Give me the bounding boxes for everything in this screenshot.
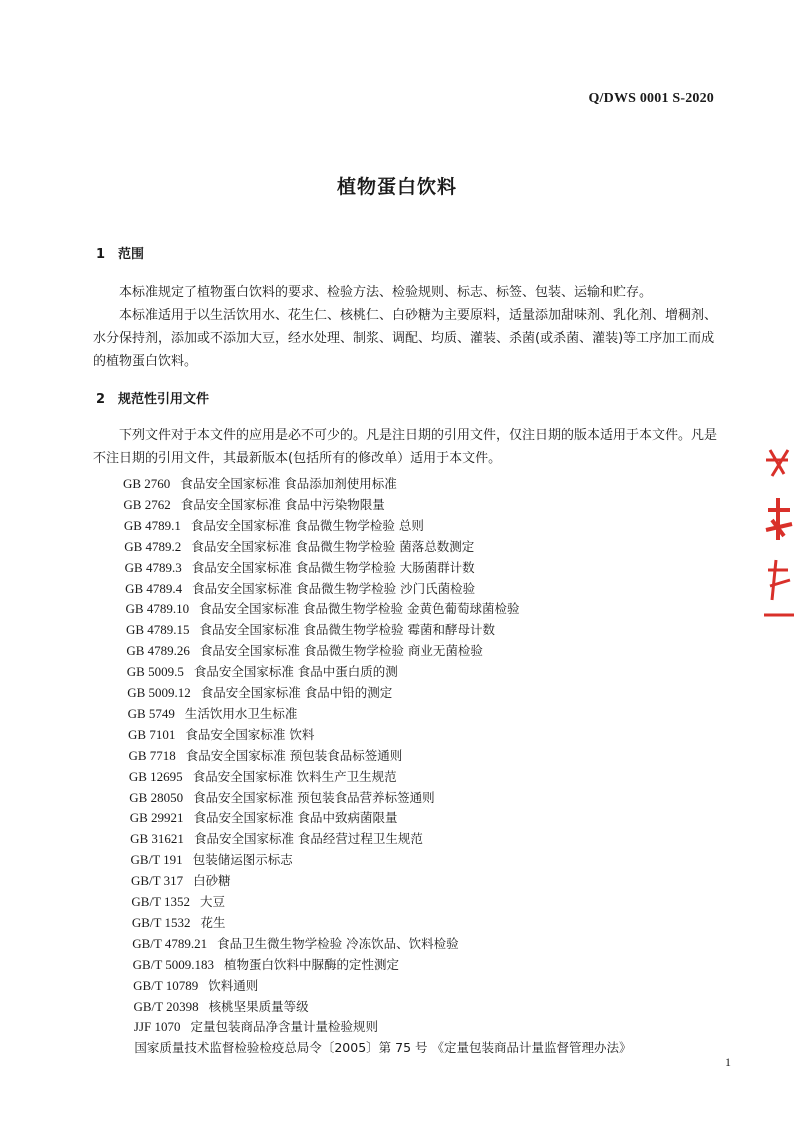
reference-code: GB 31621 <box>130 831 184 847</box>
reference-code: GB 2760 <box>123 476 171 491</box>
reference-item <box>123 495 384 513</box>
reference-item <box>127 683 392 701</box>
reference-code: GB 5009.12 <box>127 685 191 700</box>
reference-item <box>126 641 483 659</box>
reference-title: 食品安全国家标准 饮料 <box>185 726 315 742</box>
reference-item <box>133 976 258 994</box>
reference-title: 生活饮用水卫生标准 <box>184 705 298 721</box>
reference-code: GB 5009.5 <box>126 664 184 680</box>
reference-title: 核桃坚果质量等级 <box>208 998 309 1014</box>
reference-item <box>131 892 225 910</box>
reference-code: GB 12695 <box>128 768 183 784</box>
reference-title: 花生 <box>200 914 226 930</box>
reference-title: 食品卫生微生物学检验 冷冻饮品、饮料检验 <box>217 935 459 951</box>
reference-item <box>127 662 398 680</box>
reference-item <box>133 955 399 973</box>
section-1-paragraph-2: 本标准适用于以生活饮用水、花生仁、核桃仁、白砂糖为主要原料，适量添加甜味剂、乳化剂、增稠剂、水分保持剂，添加或不添加大豆，经水处理、制浆、调配、均质、灌装、杀菌(或杀菌、灌装)等工序加工而成的植物蛋白饮料。 <box>93 308 718 369</box>
reference-code: GB 2762 <box>123 496 171 512</box>
reference-code: GB/T 317 <box>130 873 184 889</box>
reference-title: 食品安全国家标准 食品微生物学检验 总则 <box>190 517 424 533</box>
reference-title: 食品安全国家标准 食品微生物学检验 大肠菌群计数 <box>191 559 475 575</box>
reference-title: 定量包装商品净含量计量检验规则 <box>190 1019 379 1035</box>
reference-title: 食品安全国家标准 食品微生物学检验 金黄色葡萄球菌检验 <box>199 601 520 617</box>
reference-item <box>126 599 520 617</box>
reference-code: GB/T 4789.21 <box>132 935 208 951</box>
reference-item <box>128 704 298 722</box>
reference-code: GB 4789.4 <box>125 580 183 596</box>
section-title: 范围 <box>118 247 145 262</box>
section-title: 规范性引用文件 <box>118 392 210 407</box>
reference-code: GB 4789.3 <box>124 559 182 575</box>
reference-title: 食品安全国家标准 饮料生产卫生规范 <box>192 768 397 784</box>
reference-code: GB/T 1532 <box>131 914 191 930</box>
reference-item <box>132 934 458 952</box>
reference-code: GB/T 10789 <box>133 977 199 993</box>
reference-code: GB/T 1352 <box>131 894 191 909</box>
page-number: 1 <box>725 1055 731 1069</box>
reference-item <box>134 997 309 1015</box>
reference-item <box>130 829 423 847</box>
reference-code: GB 4789.15 <box>125 622 190 638</box>
reference-title: 白砂糖 <box>193 873 231 889</box>
reference-title: 食品安全国家标准 食品中铅的测定 <box>200 685 393 700</box>
reference-item <box>125 579 475 597</box>
section-number: 2 <box>96 392 106 407</box>
reference-code: GB 4789.10 <box>125 601 190 617</box>
reference-title: 食品安全国家标准 食品中污染物限量 <box>180 496 385 512</box>
reference-title: 食品安全国家标准 食品中蛋白质的测 <box>193 664 398 680</box>
section-2-heading <box>96 388 209 407</box>
reference-code: GB 28050 <box>129 789 184 805</box>
reference-title: 饮料通则 <box>208 977 259 993</box>
reference-title: 食品安全国家标准 预包装食品营养标签通则 <box>193 789 435 805</box>
reference-code: GB 29921 <box>129 810 184 826</box>
section-1-heading <box>96 243 144 262</box>
reference-item <box>134 1038 631 1056</box>
reference-code: GB 4789.2 <box>124 538 182 554</box>
reference-code: GB 7101 <box>128 726 176 742</box>
section-1-paragraph-1: 本标准规定了植物蛋白饮料的要求、检验方法、检验规则、标志、标签、包装、运输和贮存。 <box>119 285 653 300</box>
document-title: 植物蛋白饮料 <box>336 176 457 198</box>
reference-code: GB 4789.1 <box>123 517 181 533</box>
section-2-paragraph-1: 下列文件对于本文件的应用是必不可少的。凡是注日期的引用文件，仅注日期的版本适用于本文件。凡是不注日期的引用文件，其最新版本(包括所有的修改单）适用于本文件。 <box>93 428 718 466</box>
reference-title: 食品安全国家标准 食品微生物学检验 菌落总数测定 <box>191 538 475 554</box>
reference-title: 国家质量技术监督检验检疫总局令〔2005〕第 75 号 《定量包装商品计量监督管理办法》 <box>134 1040 632 1056</box>
reference-code: JJF 1070 <box>133 1019 181 1035</box>
reference-code: GB/T 191 <box>130 852 183 868</box>
standard-code: Q/DWS 0001 S-2020 <box>588 91 714 106</box>
reference-item <box>123 474 397 492</box>
reference-item <box>128 725 314 743</box>
reference-title: 食品安全国家标准 食品微生物学检验 商业无菌检验 <box>199 643 483 659</box>
reference-title: 食品安全国家标准 食品添加剂使用标准 <box>180 476 397 491</box>
reference-title: 食品安全国家标准 食品经营过程卫生规范 <box>193 831 423 847</box>
reference-code: GB/T 5009.183 <box>132 956 215 972</box>
reference-title: 植物蛋白饮料中脲酶的定性测定 <box>224 956 400 972</box>
reference-item <box>130 808 398 826</box>
red-stamp-fragment <box>758 440 794 630</box>
reference-code: GB 4789.26 <box>126 643 190 659</box>
reference-title: 食品安全国家标准 预包装食品标签通则 <box>185 747 403 763</box>
reference-item <box>131 871 231 889</box>
reference-item <box>129 767 397 785</box>
reference-code: GB 5749 <box>127 705 175 721</box>
reference-item <box>129 788 434 806</box>
reference-item <box>132 913 226 931</box>
reference-item <box>131 850 293 868</box>
reference-item <box>125 558 475 576</box>
reference-code: GB 7718 <box>128 747 176 763</box>
section-number: 1 <box>96 247 106 262</box>
reference-title: 食品安全国家标准 食品微生物学检验 沙门氏菌检验 <box>192 580 476 596</box>
reference-code: GB/T 20398 <box>133 998 199 1014</box>
reference-item <box>128 746 402 764</box>
reference-item <box>134 1017 378 1035</box>
reference-item <box>124 537 474 555</box>
reference-title: 大豆 <box>200 894 226 909</box>
reference-title: 食品安全国家标准 食品中致病菌限量 <box>193 810 398 826</box>
reference-title: 包装储运图示标志 <box>192 852 293 868</box>
reference-item <box>124 516 424 534</box>
reference-title: 食品安全国家标准 食品微生物学检验 霉菌和酵母计数 <box>199 622 495 638</box>
reference-item <box>126 620 495 638</box>
